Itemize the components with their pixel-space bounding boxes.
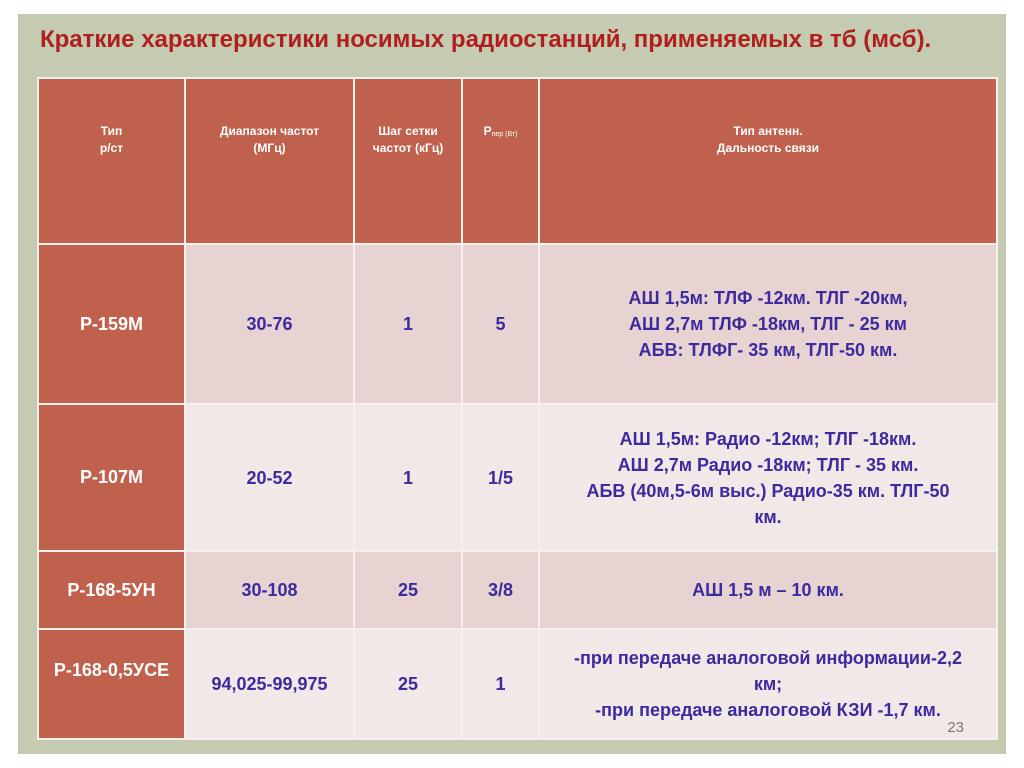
cell-antenna — [539, 629, 997, 739]
table-row — [38, 244, 997, 404]
header-type — [38, 78, 185, 244]
slide-title: Краткие характеристики носимых радиостанций, применяемых в тб (мсб). — [40, 26, 932, 53]
header-power — [462, 78, 539, 244]
header-antenna-line1: Тип антенн. — [733, 124, 803, 138]
cell-type: Р-168-0,5УСЕ — [38, 629, 185, 739]
header-type-line2: р/ст — [99, 141, 124, 155]
antenna-line: -при передаче аналоговой КЗИ -1,7 км. — [595, 700, 941, 720]
cell-step: 25 — [354, 629, 462, 739]
header-step — [354, 78, 462, 244]
table-row — [38, 404, 997, 551]
antenna-line: АШ 1,5м: ТЛФ -12км. ТЛГ -20км, — [628, 288, 908, 308]
table-row — [38, 629, 997, 739]
header-frequency — [185, 78, 354, 244]
header-step-line1: Шаг сетки — [378, 124, 438, 138]
cell-power: 1/5 — [462, 404, 539, 551]
antenna-line: АБВ: ТЛФГ- 35 км, ТЛГ-50 км. — [638, 340, 898, 360]
header-type-line1: Тип — [100, 124, 123, 138]
antenna-line: АБВ (40м,5-6м выс.) Радио-35 км. ТЛГ-50 — [586, 480, 950, 501]
cell-frequency: 30-76 — [185, 244, 354, 404]
page-number: 23 — [947, 719, 964, 736]
cell-step: 25 — [354, 551, 462, 629]
header-antenna — [539, 78, 997, 244]
header-frequency-line2: (МГц) — [253, 141, 286, 155]
cell-frequency: 30-108 — [185, 551, 354, 629]
cell-step: 1 — [354, 404, 462, 551]
cell-power: 1 — [462, 629, 539, 739]
header-step-line2: частот (кГц) — [372, 141, 444, 155]
table-row — [38, 551, 997, 629]
header-antenna-line2: Дальность связи — [716, 141, 820, 155]
antenna-line: -при передаче аналоговой информации-2,2 — [573, 648, 962, 668]
radio-stations-table — [37, 77, 998, 740]
antenna-line: км; — [753, 674, 783, 694]
cell-power: 5 — [462, 244, 539, 404]
antenna-line: АШ 1,5 м – 10 км. — [692, 580, 844, 600]
cell-antenna — [539, 551, 997, 629]
cell-step: 1 — [354, 244, 462, 404]
cell-frequency: 94,025-99,975 — [185, 629, 354, 739]
cell-type: Р-168-5УН — [38, 551, 185, 629]
cell-antenna — [539, 244, 997, 404]
antenna-line: км. — [754, 506, 782, 527]
radio-table-wrapper — [37, 77, 996, 740]
cell-frequency: 20-52 — [185, 404, 354, 551]
header-power-main: P — [483, 124, 492, 138]
cell-type: Р-107М — [38, 404, 185, 551]
cell-power: 3/8 — [462, 551, 539, 629]
table-header-row — [38, 78, 997, 244]
cell-antenna — [539, 404, 997, 551]
cell-type: Р-159М — [38, 244, 185, 404]
slide — [18, 14, 1006, 754]
antenna-line: АШ 2,7м ТЛФ -18км, ТЛГ - 25 км — [628, 314, 908, 334]
antenna-line: АШ 2,7м Радио -18км; ТЛГ - 35 км. — [617, 454, 919, 475]
header-power-sub: пер (Вт) — [491, 131, 518, 138]
header-frequency-line1: Диапазон частот — [219, 124, 320, 138]
antenna-line: АШ 1,5м: Радио -12км; ТЛГ -18км. — [619, 428, 917, 449]
